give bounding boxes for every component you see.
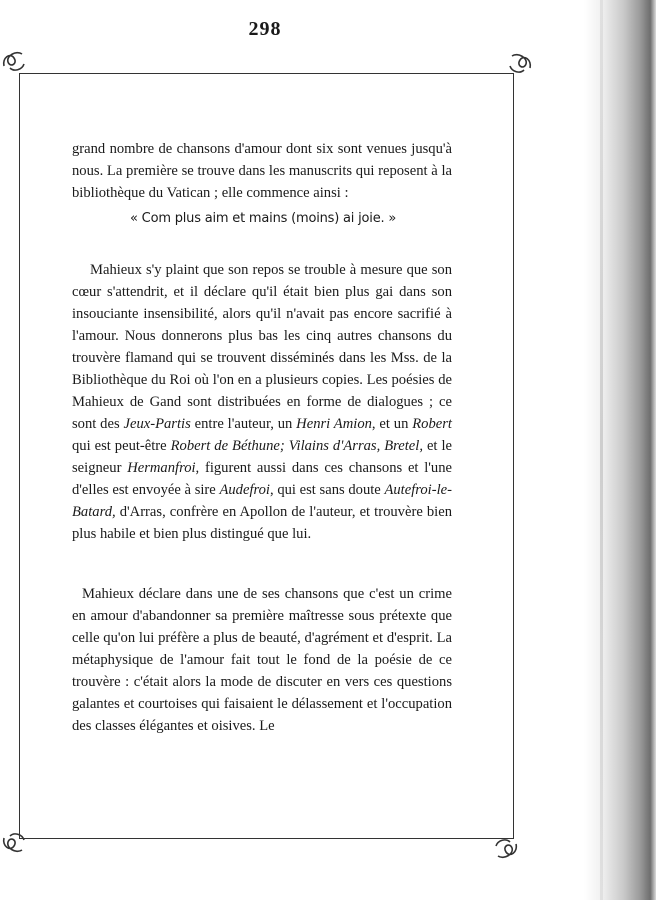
page-number: 298 (248, 18, 282, 40)
text-run: entre l'auteur, un (190, 416, 297, 432)
text-run: figurent aussi dans ces chansons et l'une d'elles est envoyée à sire (72, 460, 452, 498)
italic-name: Hermanfroi, (127, 460, 200, 476)
italic-name: Robert (412, 416, 452, 432)
italic-name: Autefroi-le-Batard, (72, 482, 452, 520)
text-run: Mahieux s'y plaint que son repos se trouble à mesure que son cœur s'attendrit, et il déclare qu'il était bien plus gai dans son insouciante insensibilité, alors qu'il n'avait pas encore sacrifié à l'amour. Nous donnerons plus bas les cinq autres chansons du trouvère flamand qui se trouvent disséminés dans les Mss. de la Bibliothèque du Roi où l'on en a plusieurs copies. Les poésies de Mahieux de Gand sont distribuées en forme de dialogues ; ce sont des (72, 262, 452, 432)
italic-name: Henri Amion (296, 416, 372, 432)
paragraph-3 (72, 583, 452, 737)
text-run: et le seigneur (72, 438, 452, 476)
italic-name: Audefroi (219, 482, 270, 498)
corner-flourish-icon (0, 46, 28, 74)
paragraph-1-text: grand nombre de chansons d'amour dont six sont venues jusqu'à nous. La première se trouve dans les manuscrits qui reposent à la bibliothèque du Vatican ; elle commence ainsi : (72, 141, 452, 201)
italic-name: Robert de Béthune; Vilains d'Arras, Bretel, (170, 438, 423, 454)
italic-title: Jeux-Partis (123, 416, 191, 432)
verse-quote: « Com plus aim et mains (moins) ai joie. » (130, 211, 397, 226)
paragraph-2-text (72, 259, 452, 545)
text-run: , et un (371, 416, 413, 432)
text-run: qui est peut-être (72, 438, 171, 454)
paragraph-2 (72, 259, 452, 545)
page-gutter-shadow (584, 0, 656, 900)
corner-flourish-icon (0, 830, 28, 858)
text-run: , qui est sans doute (269, 482, 385, 498)
corner-flourish-icon (506, 48, 534, 76)
corner-flourish-icon (492, 836, 520, 864)
paragraph-3-text: Mahieux déclare dans une de ses chansons que c'est un crime en amour d'abandonner sa première maîtresse sous prétexte que celle qu'on lui préfère a plus de beauté, d'agrément et d'esprit. La métaphysique de l'amour fait tout le fond de la poésie de ce trouvère : c'était alors la mode de discuter en vers ces questions galantes et courtoises qui faisaient le délassement et l'occupation des classes élégantes et oisives. Le (72, 586, 452, 734)
paragraph-1 (72, 138, 452, 204)
page-fold (600, 0, 603, 900)
text-run: d'Arras, confrère en Apollon de l'auteur, et trouvère bien plus habile et bien plus distingué que lui. (72, 504, 452, 542)
